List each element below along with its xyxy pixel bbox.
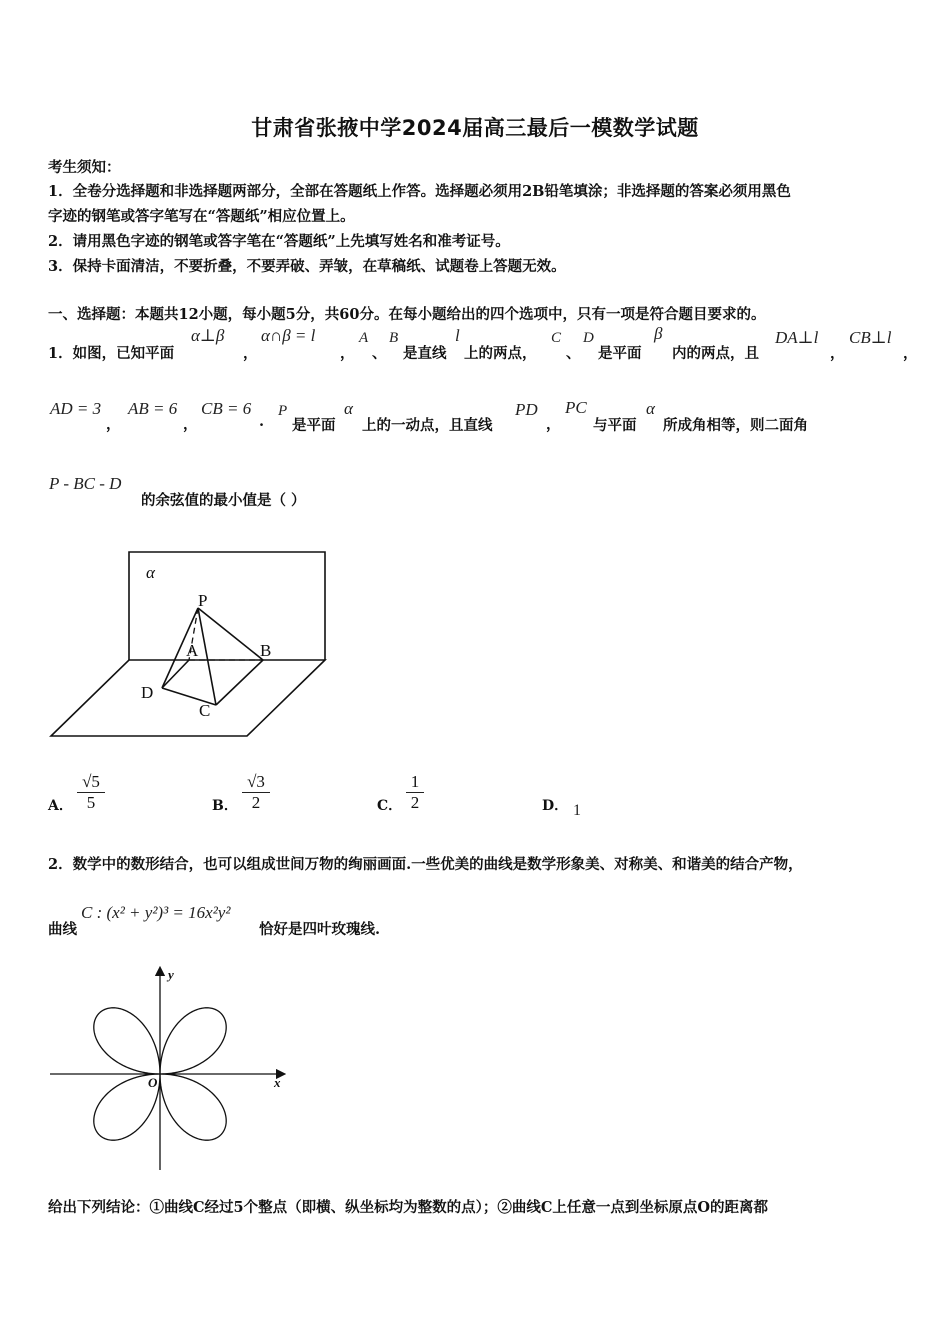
math-AD-3: AD = 3 bbox=[50, 399, 102, 418]
q1-l2-text-7: 与平面 bbox=[593, 417, 637, 434]
label-A: A bbox=[186, 641, 199, 660]
label-y: y bbox=[168, 967, 174, 982]
q1-text-9: ， bbox=[830, 345, 845, 362]
label-D: D bbox=[141, 683, 154, 702]
q1-text-3: 、 bbox=[372, 345, 387, 362]
question-2-line-1: 2．数学中的数形结合，也可以组成世间万物的绚丽画面.一些优美的曲线是数学形象美、对称美、和谐美的结合产物， bbox=[48, 856, 803, 873]
q1-text-6: 、 bbox=[566, 345, 581, 362]
option-B-denominator: 2 bbox=[251, 793, 261, 812]
q1-text-4: 是直线 bbox=[403, 345, 447, 362]
edge-PB bbox=[198, 608, 263, 660]
math-rose-curve-equation: C : (x² + y²)³ = 16x²y² bbox=[81, 903, 231, 922]
option-C-label[interactable]: C． bbox=[377, 798, 403, 814]
math-C: C bbox=[551, 330, 562, 346]
math-D: D bbox=[583, 330, 594, 346]
q1-figure bbox=[40, 540, 340, 745]
label-x: x bbox=[274, 1075, 281, 1090]
q1-l3-text: 的余弦值的最小值是（ ） bbox=[141, 492, 306, 509]
math-CB-6: CB = 6 bbox=[201, 399, 252, 418]
q1-l2-text-8: 所成角相等，则二面角 bbox=[663, 417, 808, 434]
notice-heading: 考生须知： bbox=[48, 159, 121, 176]
math-alpha-perp-beta: α⊥β bbox=[191, 326, 225, 345]
option-A-numerator: √5 bbox=[77, 772, 105, 793]
q1-sep-1: ， bbox=[243, 345, 258, 362]
q2-l2-prefix: 曲线 bbox=[48, 921, 77, 938]
q1-text-10: ， bbox=[903, 345, 918, 362]
notice-item-2: 2．请用黑色字迹的钢笔或答字笔在“答题纸”上先填写姓名和准考证号。 bbox=[48, 233, 510, 250]
section-heading-choice: 一、选择题：本题共12小题，每小题5分，共60分。在每小题给出的四个选项中，只有一项是符合题目要求的。 bbox=[48, 306, 766, 323]
math-alpha-2: α bbox=[344, 399, 353, 418]
math-PC: PC bbox=[565, 398, 587, 417]
option-A-denominator: 5 bbox=[86, 793, 96, 812]
page-title: 甘肃省张掖中学2024届高三最后一模数学试题 bbox=[251, 116, 699, 140]
math-P: P bbox=[278, 403, 288, 419]
q1-l2-sep-2: ， bbox=[183, 416, 198, 433]
option-B-value bbox=[242, 772, 270, 813]
plane-beta bbox=[51, 660, 325, 736]
math-B: B bbox=[389, 330, 399, 346]
option-C-denominator: 2 bbox=[410, 793, 420, 812]
notice-item-1-line-1: 1．全卷分选择题和非选择题两部分，全部在答题纸上作答。选择题必须用2B铅笔填涂；非选择题的答案必须用黑色 bbox=[48, 183, 791, 200]
label-C: C bbox=[199, 701, 211, 720]
question-2-line-3: 给出下列结论：①曲线C经过5个整点（即横、纵坐标均为整数的点）；②曲线C上任意一点到坐标原点O的距离都 bbox=[48, 1199, 769, 1216]
math-PD: PD bbox=[515, 400, 538, 419]
edge-DA bbox=[162, 660, 189, 688]
math-alpha-3: α bbox=[646, 399, 655, 418]
math-DA-perp-l: DA⊥l bbox=[775, 328, 819, 347]
q1-text-8: 内的两点，且 bbox=[672, 345, 759, 362]
option-A-value bbox=[77, 772, 105, 813]
math-alpha-cap-beta: α∩β = l bbox=[261, 326, 316, 345]
q1-l2-text-5: 上的一动点，且直线 bbox=[362, 417, 493, 434]
label-P: P bbox=[198, 591, 208, 610]
math-l: l bbox=[455, 326, 460, 345]
option-C-numerator: 1 bbox=[406, 772, 424, 793]
label-B: B bbox=[260, 641, 272, 660]
label-alpha: α bbox=[146, 563, 155, 582]
math-CB-perp-l: CB⊥l bbox=[849, 328, 892, 347]
q1-l2-text-6: ， bbox=[546, 416, 561, 433]
math-P-BC-D: P - BC - D bbox=[49, 474, 122, 493]
q2-figure-rose-curve bbox=[45, 965, 295, 1175]
option-D-value: 1 bbox=[573, 802, 581, 819]
q1-text-7: 是平面 bbox=[598, 345, 642, 362]
q1-l2-sep-3: . bbox=[259, 413, 265, 430]
option-B-numerator: √3 bbox=[242, 772, 270, 793]
option-C-value bbox=[406, 772, 424, 813]
q2-l2-suffix: 恰好是四叶玫瑰线. bbox=[259, 921, 381, 938]
label-origin: O bbox=[148, 1075, 158, 1090]
math-A: A bbox=[359, 330, 369, 346]
plane-alpha bbox=[129, 552, 325, 660]
math-beta: β bbox=[654, 324, 663, 343]
math-AB-6: AB = 6 bbox=[128, 399, 178, 418]
q1-l2-sep-1: ， bbox=[106, 416, 121, 433]
notice-item-1-line-2: 字迹的钢笔或答字笔写在“答题纸”相应位置上。 bbox=[48, 208, 355, 225]
option-D-label[interactable]: D． bbox=[542, 798, 569, 814]
q1-text-5: 上的两点， bbox=[464, 345, 537, 362]
q1-prefix: 1．如图，已知平面 bbox=[48, 345, 175, 362]
q1-l2-text-4: 是平面 bbox=[292, 417, 336, 434]
notice-item-3: 3．保持卡面清洁，不要折叠，不要弄破、弄皱，在草稿纸、试题卷上答题无效。 bbox=[48, 258, 566, 275]
edge-PC bbox=[198, 608, 216, 705]
option-A-label[interactable]: A． bbox=[48, 798, 73, 814]
option-B-label[interactable]: B． bbox=[212, 798, 238, 814]
edge-CB bbox=[216, 660, 263, 705]
q1-sep-2: ， bbox=[340, 345, 355, 362]
